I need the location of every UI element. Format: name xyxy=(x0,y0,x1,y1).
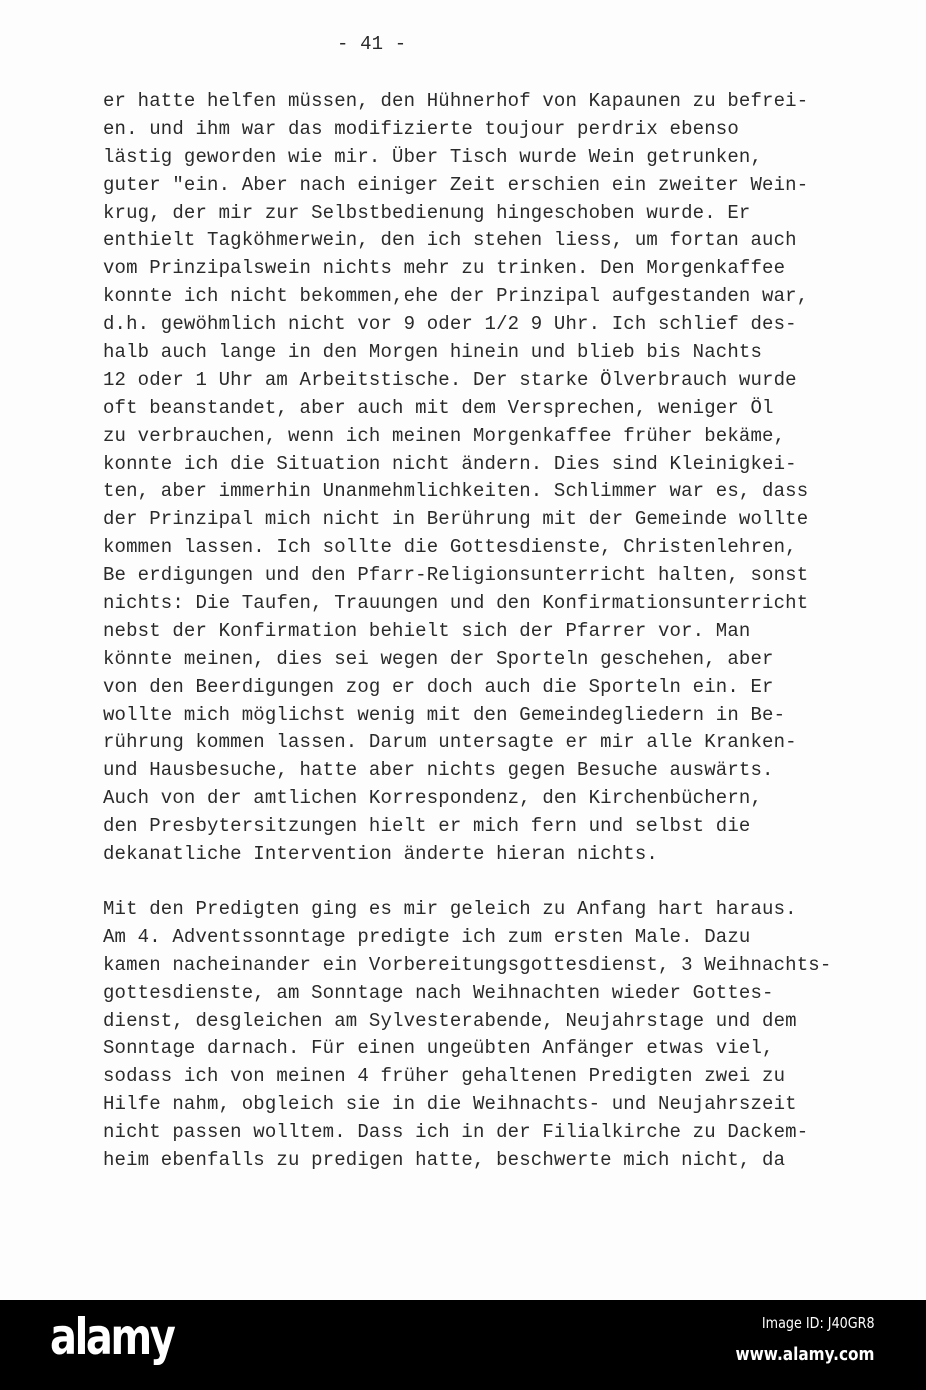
text-line: nicht passen wolltem. Dass ich in der Filialkirche zu Dackem- xyxy=(103,1121,809,1144)
text-line: kommen lassen. Ich sollte die Gottesdienste, Christenlehren, xyxy=(103,536,797,559)
text-line: konnte ich die Situation nicht ändern. Dies sind Kleinigkei- xyxy=(103,452,797,475)
text-line: enthielt Tagköhmerwein, den ich stehen liess, um fortan auch xyxy=(103,229,797,252)
text-line: vom Prinzipalswein nichts mehr zu trinken. Den Morgenkaffee xyxy=(103,257,786,280)
watermark-bar xyxy=(0,1300,926,1390)
text-line: guter "ein. Aber nach einiger Zeit erschien ein zweiter Wein- xyxy=(103,173,809,196)
text-line: heim ebenfalls zu predigen hatte, beschwerte mich nicht, da xyxy=(103,1149,786,1172)
page-number: - 41 - xyxy=(337,33,407,55)
text-line: von den Beerdigungen zog er doch auch die Sporteln ein. Er xyxy=(103,675,774,698)
text-line: gottesdienste, am Sonntage nach Weihnachten wieder Gottes- xyxy=(103,981,774,1004)
text-line: er hatte helfen müssen, den Hühnerhof von Kapaunen zu befrei- xyxy=(103,90,809,112)
text-line: sodass ich von meinen 4 früher gehaltenen Predigten zwei zu xyxy=(103,1065,786,1088)
image-id: Image ID: J40GR8 xyxy=(762,1314,875,1332)
text-line: halb auch lange in den Morgen hinein und blieb bis Nachts xyxy=(103,341,763,364)
text-line: Be erdigungen und den Pfarr-Religionsunterricht halten, sonst xyxy=(103,564,809,587)
text-line: nichts: Die Taufen, Trauungen und den Konfirmationsunterricht xyxy=(103,592,809,615)
text-line: 12 oder 1 Uhr am Arbeitstische. Der starke Ölverbrauch wurde xyxy=(103,368,797,391)
text-line: konnte ich nicht bekommen,ehe der Prinzipal aufgestanden war, xyxy=(103,285,809,308)
paragraph-1 xyxy=(103,88,808,869)
text-line: nebst der Konfirmation behielt sich der Pfarrer vor. Man xyxy=(103,619,751,642)
text-line: krug, der mir zur Selbstbedienung hingeschoben wurde. Er xyxy=(103,201,751,224)
text-line: d.h. gewöhmlich nicht vor 9 oder 1/2 9 Uhr. Ich schlief des- xyxy=(103,313,797,336)
text-line: könnte meinen, dies sei wegen der Sporteln geschehen, aber xyxy=(103,647,774,670)
text-line: ten, aber immerhin Unanmehmlichkeiten. Schlimmer war es, dass xyxy=(103,480,809,503)
text-line: Mit den Predigten ging es mir geleich zu Anfang hart haraus. xyxy=(103,898,797,920)
text-line: Auch von der amtlichen Korrespondenz, den Kirchenbüchern, xyxy=(103,787,763,810)
text-line: dienst, desgleichen am Sylvesterabende, Neujahrstage und dem xyxy=(103,1009,797,1032)
text-line: und Hausbesuche, hatte aber nichts gegen Besuche auswärts. xyxy=(103,759,774,782)
text-line: den Presbytersitzungen hielt er mich fern und selbst die xyxy=(103,815,751,838)
text-line: Hilfe nahm, obgleich sie in die Weihnachts- und Neujahrszeit xyxy=(103,1093,797,1116)
text-line: Am 4. Adventssonntage predigte ich zum ersten Male. Dazu xyxy=(103,925,751,948)
text-line: Sonntage darnach. Für einen ungeübten Anfänger etwas viel, xyxy=(103,1037,774,1060)
text-line: zu verbrauchen, wenn ich meinen Morgenkaffee früher bekäme, xyxy=(103,424,786,447)
text-line: oft beanstandet, aber auch mit dem Versprechen, weniger Öl xyxy=(103,396,774,419)
text-line: dekanatliche Intervention änderte hieran nichts. xyxy=(103,843,658,866)
text-line: rührung kommen lassen. Darum untersagte er mir alle Kranken- xyxy=(103,731,797,754)
site-url: www.alamy.com xyxy=(736,1344,875,1365)
text-line: en. und ihm war das modifizierte toujour perdrix ebenso xyxy=(103,117,739,140)
text-line: kamen nacheinander ein Vorbereitungsgottesdienst, 3 Weihnachts- xyxy=(103,953,832,976)
text-line: wollte mich möglichst wenig mit den Gemeindegliedern in Be- xyxy=(103,703,786,726)
text-line: der Prinzipal mich nicht in Berührung mit der Gemeinde wollte xyxy=(103,508,809,531)
alamy-logo: alamy xyxy=(50,1308,174,1366)
text-line: lästig geworden wie mir. Über Tisch wurde Wein getrunken, xyxy=(103,145,763,168)
paragraph-2 xyxy=(103,896,831,1175)
